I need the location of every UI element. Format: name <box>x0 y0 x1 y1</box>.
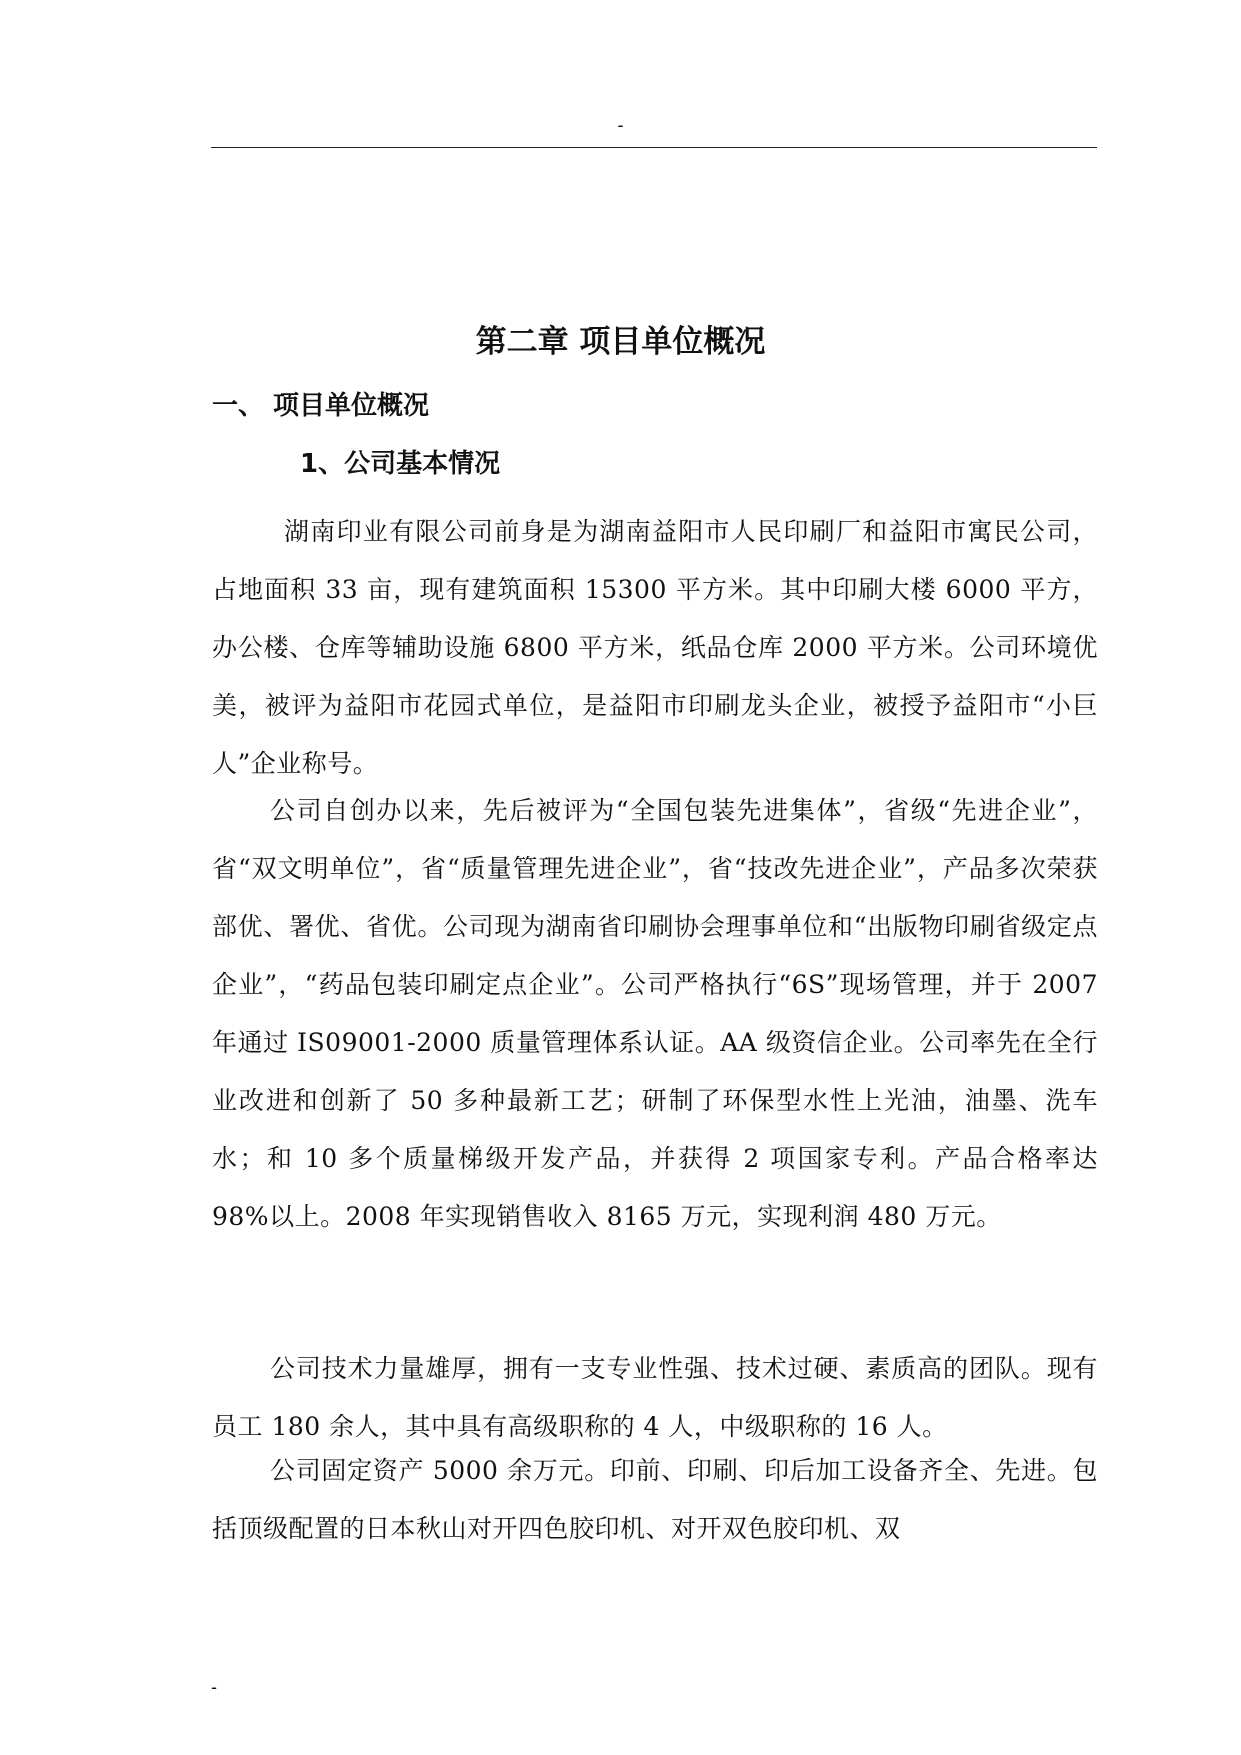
paragraph-assets: 公司固定资产 5000 余万元。印前、印刷、印后加工设备齐全、先进。包括顶级配置的日本秋山对开四色胶印机、对开双色胶印机、双 <box>212 1456 1098 1543</box>
subsection-heading: 1、公司基本情况 <box>300 449 501 479</box>
chapter-title: 第二章 项目单位概况 <box>475 324 766 360</box>
section-heading: 一、 项目单位概况 <box>212 391 430 421</box>
paragraph-honors: 公司自创办以来，先后被评为“全国包装先进集体”，省级“先进企业”，省“双文明单位”，省“质量管理先进企业”，省“技改先进企业”，产品多次荣获部优、署优、省优。公司现为湖南省印刷协会理事单位和“出版物印刷省级定点企业”，“药品包装印刷定点企业”。公司严格执行“6S”现场管理，并于 2007 年通过 IS09001-2000 质量管理体系认证。AA 级资信企业。公司率先在全行业改进和创新了 50 多种最新工艺；研制了环保型水性上光油，油墨、洗车水；和 10 多个质量梯级开发产品，并获得 2 项国家专利。产品合格率达 98%以上。2008 年实现销售收入 8165 万元，实现利润 480 万元。 <box>212 796 1098 1231</box>
header-rule <box>211 147 1097 148</box>
header-mark: - <box>617 115 624 135</box>
paragraph-staff: 公司技术力量雄厚，拥有一支专业性强、技术过硬、素质高的团队。现有员工 180 余人，其中具有高级职称的 4 人，中级职称的 16 人。 <box>212 1354 1098 1441</box>
footer-mark: - <box>211 1677 217 1697</box>
paragraph-company-overview: 湖南印业有限公司前身是为湖南益阳市人民印刷厂和益阳市寓民公司，占地面积 33 亩，现有建筑面积 15300 平方米。其中印刷大楼 6000 平方，办公楼、仓库等辅助设施 6800 平方米，纸品仓库 2000 平方米。公司环境优美，被评为益阳市花园式单位，是益阳市印刷龙头企业，被授予益阳市“小巨人”企业称号。 <box>212 517 1098 778</box>
